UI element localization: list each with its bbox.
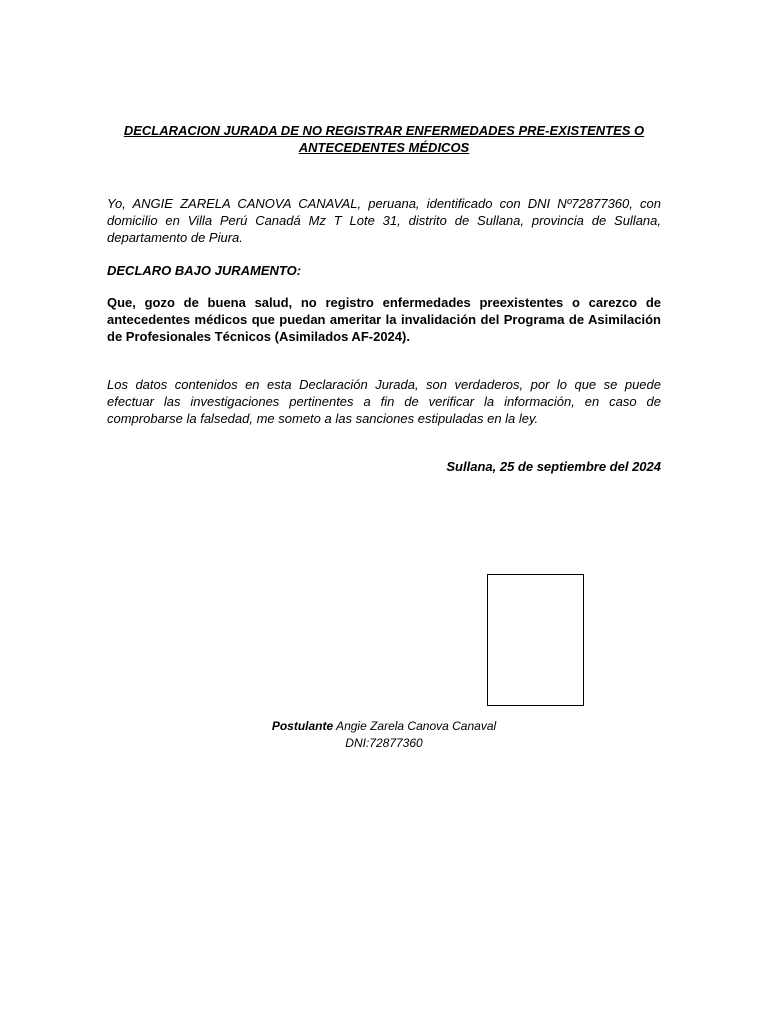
signature-dni: DNI:72877360 bbox=[345, 736, 423, 750]
place-date: Sullana, 25 de septiembre del 2024 bbox=[446, 459, 661, 474]
closing-paragraph: Los datos contenidos en esta Declaración Jurada, son verdaderos, por lo que se puede efectuar las investigaciones pertinentes a fin de verificar la información, en caso de comprobarse la falsedad, me someto a las sanciones estipuladas en la ley. bbox=[107, 377, 661, 426]
fingerprint-box bbox=[487, 574, 584, 706]
document-title: DECLARACION JURADA DE NO REGISTRAR ENFERMEDADES PRE-EXISTENTES O ANTECEDENTES MÉDICOS bbox=[123, 123, 645, 155]
signature-name: Angie Zarela Canova Canaval bbox=[333, 719, 497, 733]
signature-role: Postulante bbox=[271, 719, 334, 733]
signature-line bbox=[200, 718, 568, 735]
intro-paragraph: Yo, ANGIE ZARELA CANOVA CANAVAL, peruana, identificado con DNI Nº72877360, con domicilio en Villa Perú Canadá Mz T Lote 31, distrito de Sullana, provincia de Sullana, departamento de Piura. bbox=[107, 196, 661, 245]
declaration-heading: DECLARO BAJO JURAMENTO: bbox=[107, 263, 302, 278]
signature-block bbox=[200, 718, 568, 752]
declaration-body: Que, gozo de buena salud, no registro enfermedades preexistentes o carezco de antecedentes médicos que puedan ameritar la invalidación del Programa de Asimilación de Profesionales Técnicos (Asimilados AF-2024). bbox=[107, 295, 661, 344]
